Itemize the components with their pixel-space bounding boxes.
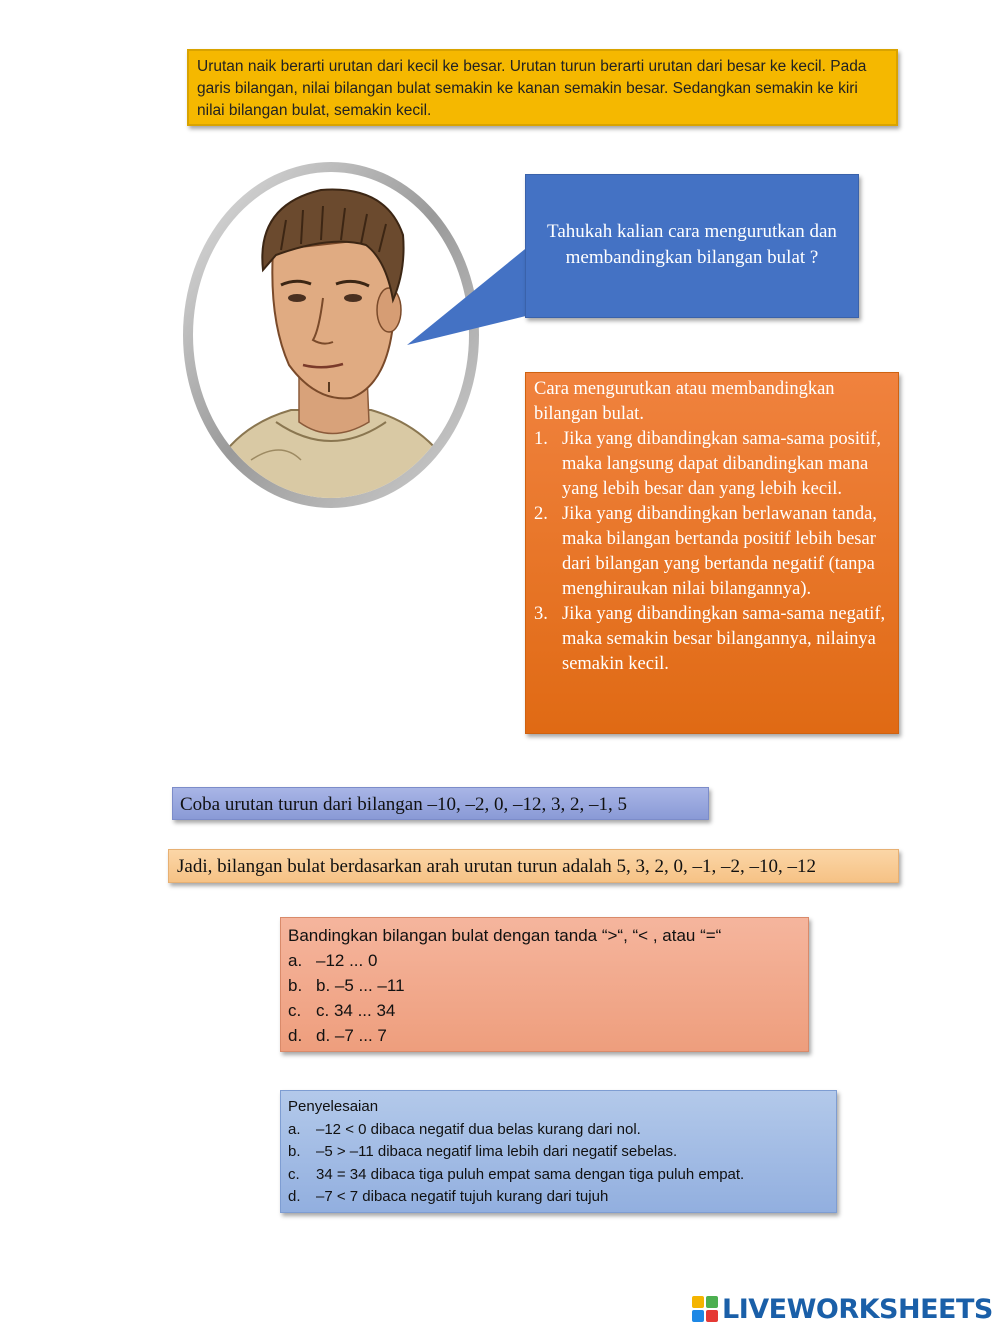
- liveworksheets-logo-icon: [692, 1296, 718, 1322]
- method-box: [525, 372, 899, 734]
- compare-item: [288, 973, 801, 998]
- method-list: [534, 427, 890, 677]
- solution-item: [288, 1119, 829, 1142]
- solution-item-letter: d.: [288, 1188, 301, 1205]
- answer-box: [168, 849, 899, 883]
- compare-item-letter: d.: [288, 1026, 303, 1045]
- compare-heading: Bandingkan bilangan bulat dengan tanda “>“, “< , atau “=“: [288, 926, 722, 945]
- solution-item: [288, 1186, 829, 1209]
- try-prompt-box: [172, 787, 709, 820]
- logo-square: [692, 1310, 704, 1322]
- method-heading: Cara mengurutkan atau membandingkan bilangan bulat.: [534, 379, 835, 424]
- method-item-number: 3.: [534, 604, 548, 624]
- answer-text: Jadi, bilangan bulat berdasarkan arah urutan turun adalah 5, 3, 2, 0, –1, –2, –10, –12: [177, 856, 816, 877]
- method-item: [534, 427, 890, 502]
- method-item-number: 2.: [534, 504, 548, 524]
- compare-item-letter: c.: [288, 1001, 302, 1020]
- logo-square: [706, 1310, 718, 1322]
- solution-item-text: 34 = 34 dibaca tiga puluh empat sama dengan tiga puluh empat.: [316, 1165, 745, 1183]
- logo-square: [692, 1296, 704, 1308]
- liveworksheets-brand[interactable]: [692, 1293, 993, 1325]
- solution-item-text: –7 < 7 dibaca negatif tujuh kurang dari tujuh: [316, 1188, 609, 1205]
- speech-bubble: [525, 174, 859, 318]
- compare-item-letter: a.: [288, 951, 303, 970]
- compare-item-letter: b.: [288, 976, 303, 995]
- speech-text: Tahukah kalian cara mengurutkan dan membandingkan bilangan bulat ?: [547, 221, 837, 268]
- solution-item-text: –5 > –11 dibaca negatif lima lebih dari negatif sebelas.: [316, 1143, 678, 1160]
- solution-box: [280, 1090, 837, 1213]
- solution-item: [288, 1141, 829, 1164]
- compare-item-text: d. –7 ... 7: [316, 1026, 387, 1045]
- compare-exercise-box: [280, 917, 809, 1052]
- intro-text-box: [187, 49, 898, 126]
- compare-item-text: b. –5 ... –11: [316, 976, 405, 995]
- method-item-text: Jika yang dibandingkan sama-sama positif, maka langsung dapat dibandingkan mana yang lebih besar dan yang lebih kecil.: [562, 429, 882, 499]
- method-item: [534, 502, 890, 602]
- solution-item-letter: a.: [288, 1120, 301, 1138]
- solution-item-letter: b.: [288, 1143, 301, 1160]
- try-prompt-text: Coba urutan turun dari bilangan –10, –2, 0, –12, 3, 2, –1, 5: [180, 794, 627, 815]
- compare-item-text: c. 34 ... 34: [316, 1001, 396, 1020]
- compare-item: [288, 948, 801, 973]
- compare-item: [288, 998, 801, 1023]
- intro-text: Urutan naik berarti urutan dari kecil ke besar. Urutan turun berarti urutan dari besar ke kecil. Pada garis bilangan, nilai bilangan bulat semakin ke kanan semakin besar. Sedangkan semakin ke kiri nilai bilangan bulat, semakin kecil.: [197, 58, 867, 119]
- method-item-number: 1.: [534, 429, 548, 449]
- method-item-text: Jika yang dibandingkan sama-sama negatif, maka semakin besar bilangannya, nilainya semakin kecil.: [562, 604, 886, 674]
- brand-name: LIVEWORKSHEETS: [722, 1293, 993, 1325]
- compare-item-text: –12 ... 0: [316, 951, 378, 970]
- method-item-text: Jika yang dibandingkan berlawanan tanda, maka bilangan bertanda positif lebih besar dari bilangan yang bertanda negatif (tanpa menghiraukan nilai bilangannya).: [562, 504, 877, 599]
- solution-heading: Penyelesaian: [288, 1098, 379, 1115]
- method-item: [534, 602, 890, 677]
- speech-bubble-tail: [405, 240, 535, 350]
- compare-list: [288, 948, 801, 1048]
- solution-item-letter: c.: [288, 1165, 300, 1183]
- logo-square: [706, 1296, 718, 1308]
- solution-item-text: –12 < 0 dibaca negatif dua belas kurang dari nol.: [316, 1120, 641, 1138]
- solution-item: [288, 1164, 829, 1187]
- compare-item: [288, 1023, 801, 1048]
- solution-list: [288, 1119, 829, 1209]
